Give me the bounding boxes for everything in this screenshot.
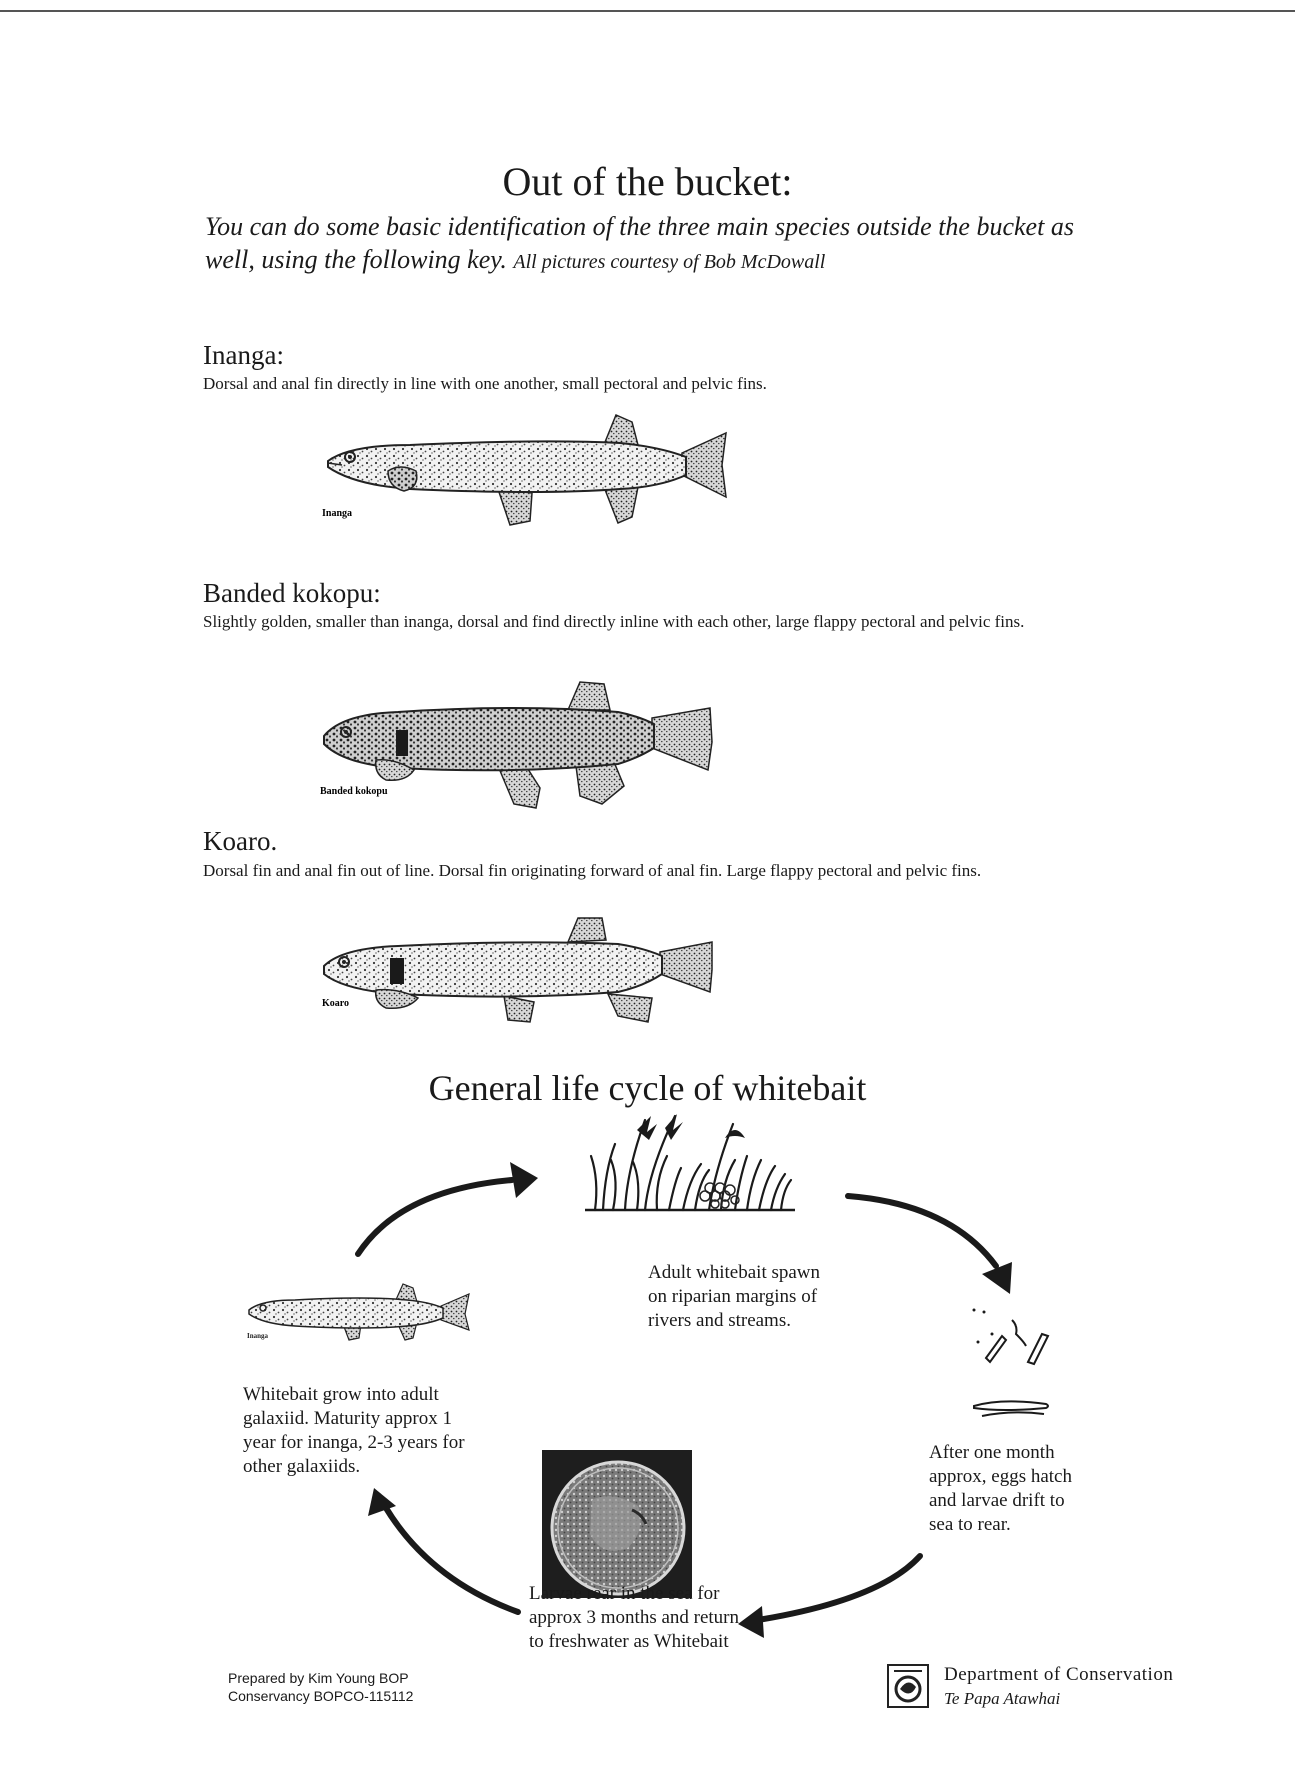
life-cycle-inanga-illustration <box>245 1280 475 1346</box>
arrow-to-sea <box>758 1556 920 1620</box>
fish-label-koaro: Koaro <box>322 998 350 1009</box>
caption-hatch: After one month approx, eggs hatch and larvae drift to sea to rear. <box>929 1442 1072 1535</box>
life-cycle-fish-label: Inanga <box>247 1332 269 1340</box>
species-desc-banded-kokopu: Slightly golden, smaller than inanga, dorsal and find directly inline with each other, large flappy pectoral and pelvic fins. <box>203 612 1025 631</box>
caption-grow: Whitebait grow into adult galaxiid. Maturity approx 1 year for inanga, 2-3 years for other galaxiids. <box>243 1384 465 1477</box>
arrow-to-eggs <box>848 1196 996 1266</box>
species-name-inanga: Inanga: <box>203 340 284 370</box>
fish-label-banded-kokopu: Banded kokopu <box>320 786 388 797</box>
fish-label-inanga: Inanga <box>322 508 353 519</box>
species-name-koaro: Koaro. <box>203 826 278 856</box>
department-name: Department of Conservation <box>944 1664 1174 1685</box>
footer-prepared <box>228 1669 413 1705</box>
life-cycle-title: General life cycle of whitebait <box>428 1068 867 1108</box>
arrow-up-to-spawn <box>358 1180 512 1254</box>
eggs-larvae-illustration <box>962 1300 1072 1420</box>
prepared-by: Prepared by Kim Young BOP <box>228 1670 409 1686</box>
page-title: Out of the bucket: <box>502 159 793 204</box>
intro-main: You can do some basic identification of the three main species outside the bucket as well, using the following key. <box>205 212 1074 274</box>
species-desc-inanga: Dorsal and anal fin directly in line with one another, small pectoral and pelvic fins. <box>203 374 767 393</box>
intro-credit: All pictures courtesy of Bob McDowall <box>513 251 826 273</box>
arrow-to-adult <box>386 1508 518 1612</box>
caption-sea: Larvae rear in the sea for approx 3 months and return to freshwater as Whitebait <box>529 1583 740 1652</box>
caption-spawn: Adult whitebait spawn on riparian margins of rivers and streams. <box>648 1262 821 1331</box>
species-name-banded-kokopu: Banded kokopu: <box>203 578 381 608</box>
doc-logo-icon <box>886 1663 932 1711</box>
document-code: Conservancy BOPCO-115112 <box>228 1688 414 1704</box>
sea-larvae-photo <box>542 1450 692 1598</box>
department-maori-name: Te Papa Atawhai <box>944 1689 1061 1708</box>
species-desc-koaro: Dorsal fin and anal fin out of line. Dorsal fin originating forward of anal fin. Large flappy pectoral and pelvic fins. <box>203 861 982 880</box>
